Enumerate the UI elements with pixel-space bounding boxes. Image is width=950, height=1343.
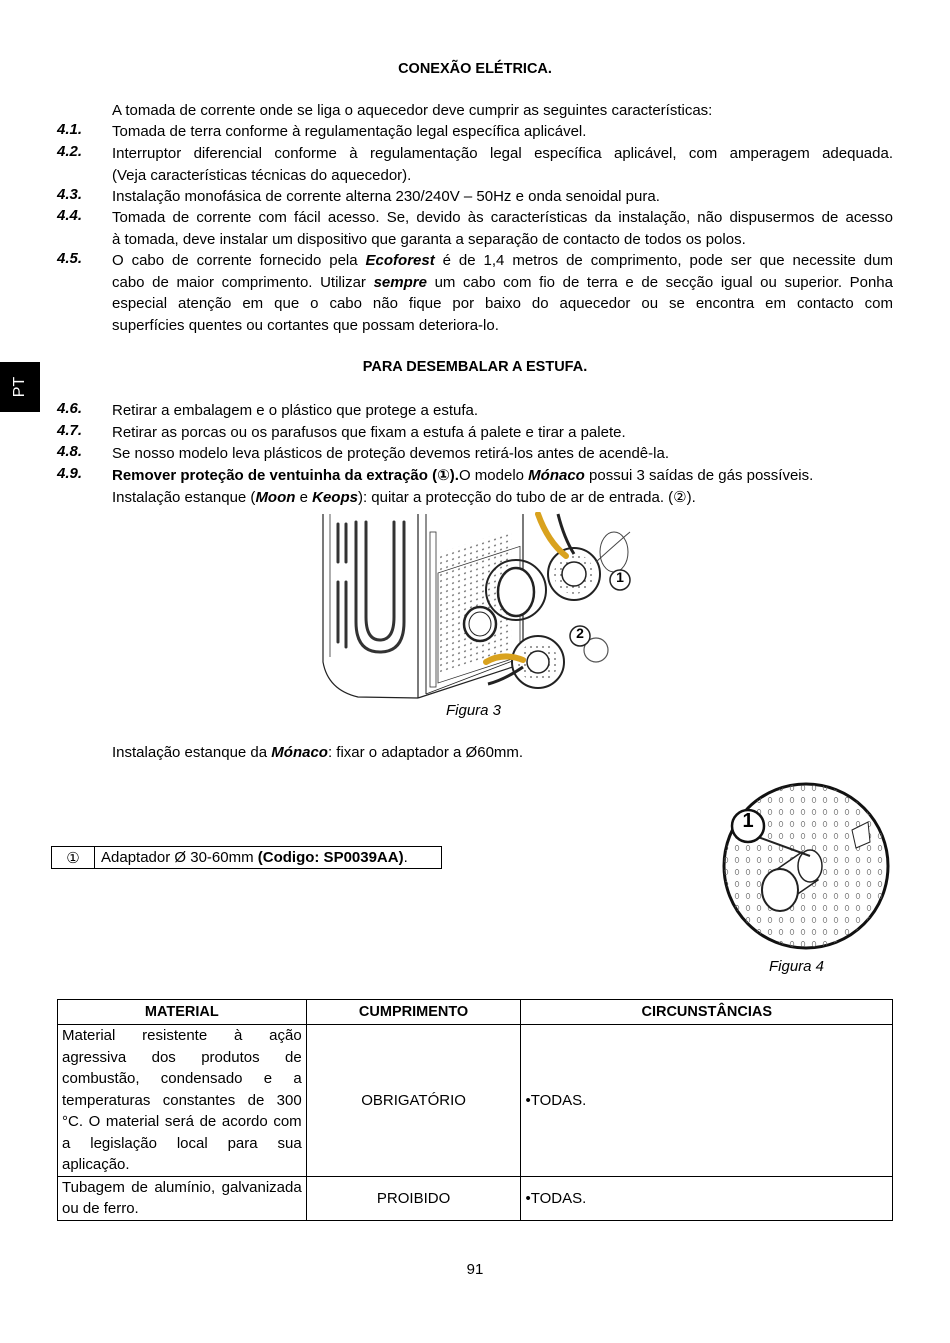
- item-number: 4.3.: [57, 186, 83, 203]
- material-table: [57, 999, 893, 1221]
- adapter-description: Adaptador Ø 30-60mm (Codigo: SP0039AA).: [95, 847, 442, 869]
- table-row: [58, 1176, 893, 1220]
- item-number: 4.1.: [57, 121, 83, 138]
- item-number: 4.5.: [57, 250, 83, 267]
- header-circumstances: CIRCUNSTÂNCIAS: [521, 1000, 893, 1025]
- item-text: Retirar as porcas ou os parafusos que fixam a estufa á palete e tirar a palete.: [112, 424, 626, 441]
- item-text: Tomada de corrente com fácil acesso. Se, devido às características da instalação, não dispusermos de acesso à tomada, deve instalar um dispositivo que garanta a separação de contacto de todos os polos.: [112, 209, 893, 248]
- adapter-symbol: ①: [52, 847, 95, 869]
- item-number: 4.4.: [57, 207, 83, 224]
- figure-4-illustration: [710, 782, 896, 952]
- item-text: Interruptor diferencial conforme à regulamentação legal específica aplicável, com amperagem adequada. (Veja características técnicas do aquecedor).: [112, 145, 893, 184]
- figure-3-illustration: [318, 512, 636, 702]
- figure-3-caption: Figura 3: [446, 702, 502, 719]
- figure-3-marker-1: 1: [616, 569, 624, 585]
- adapter-table: [51, 846, 442, 869]
- table-row: [58, 1025, 893, 1177]
- item-number: 4.7.: [57, 422, 83, 439]
- circumstances-cell: •TODAS.: [521, 1025, 893, 1177]
- monaco-instruction: Instalação estanque da Mónaco: fixar o adaptador a Ø60mm.: [112, 744, 524, 761]
- item-number: 4.6.: [57, 400, 83, 417]
- material-cell: Tubagem de alumínio, galvanizada ou de ferro.: [58, 1176, 307, 1220]
- compliance-cell: OBRIGATÓRIO: [306, 1025, 521, 1177]
- intro-paragraph: A tomada de corrente onde se liga o aquecedor deve cumprir as seguintes características:: [112, 102, 713, 119]
- page-number: 91: [466, 1261, 484, 1278]
- figure-4-marker: 1: [742, 810, 754, 832]
- item-number: 4.9.: [57, 465, 83, 482]
- section-title-electrical: CONEXÃO ELÉTRICA.: [398, 61, 552, 77]
- header-material: MATERIAL: [58, 1000, 307, 1025]
- header-compliance: CUMPRIMENTO: [306, 1000, 521, 1025]
- item-number: 4.2.: [57, 143, 83, 160]
- item-number: 4.8.: [57, 443, 83, 460]
- item-text: Instalação monofásica de corrente alterna 230/240V – 50Hz e onda senoidal pura.: [112, 188, 660, 205]
- section-title-unpacking: PARA DESEMBALAR A ESTUFA.: [362, 359, 588, 375]
- figure-4-caption: Figura 4: [769, 958, 825, 975]
- item-text-cable: O cabo de corrente fornecido pela Ecoforest é de 1,4 metros de comprimento, pode ser que necessite dum cabo de maior comprimento. Utilizar sempre um cabo com fio de terra e de secção igual ou superior. Ponha especial atenção em que o cabo não fique por baixo do aquecedor ou se encontra em contacto com superfícies quentes ou cortantes que possam deteriora-lo.: [112, 252, 893, 334]
- item-text: Se nosso modelo leva plásticos de proteção devemos retirá-los antes de acendê-la.: [112, 445, 669, 462]
- item-text: Retirar a embalagem e o plástico que protege a estufa.: [112, 402, 479, 419]
- language-tab: PT: [0, 362, 40, 412]
- compliance-cell: PROIBIDO: [306, 1176, 521, 1220]
- figure-3-marker-2: 2: [576, 625, 584, 641]
- material-cell: Material resistente à ação agressiva dos produtos de combustão, condensado e a temperaturas constantes de 300 °C. O material será de acordo com a legislação local para sua aplicação.: [58, 1025, 307, 1177]
- table-header-row: [58, 1000, 893, 1025]
- circumstances-cell: •TODAS.: [521, 1176, 893, 1220]
- item-text: Tomada de terra conforme à regulamentação legal específica aplicável.: [112, 123, 587, 140]
- item-text-protection: Remover proteção de ventuinha da extração (①).O modelo Mónaco possui 3 saídas de gás possíveis. Instalação estanque (Moon e Keops): quitar a protecção do tubo de ar de entrada. (②).: [112, 467, 814, 506]
